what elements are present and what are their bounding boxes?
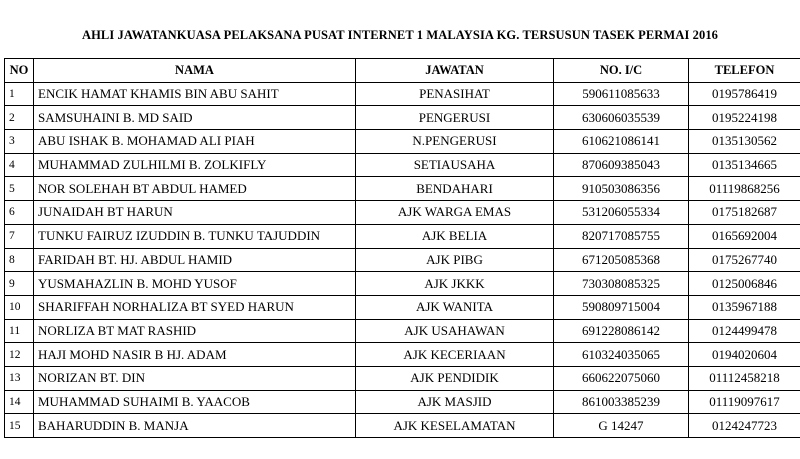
cell-telefon: 0124247723: [689, 414, 800, 438]
cell-nama: NOR SOLEHAH BT ABDUL HAMED: [34, 177, 356, 201]
table-row: [5, 201, 800, 225]
cell-ic: 691228086142: [554, 319, 689, 343]
table-header-row: [5, 59, 800, 83]
cell-nama: TUNKU FAIRUZ IZUDDIN B. TUNKU TAJUDDIN: [34, 224, 356, 248]
cell-no: 4: [5, 153, 34, 177]
cell-no: 6: [5, 201, 34, 225]
cell-no: 14: [5, 390, 34, 414]
cell-telefon: 0135130562: [689, 130, 800, 154]
cell-jawatan: AJK JKKK: [356, 272, 554, 296]
table-row: [5, 248, 800, 272]
cell-ic: 610324035065: [554, 343, 689, 367]
cell-no: 13: [5, 366, 34, 390]
cell-telefon: 0165692004: [689, 224, 800, 248]
cell-jawatan: AJK WANITA: [356, 295, 554, 319]
column-header-jawatan: JAWATAN: [356, 59, 554, 83]
cell-jawatan: PENASIHAT: [356, 82, 554, 106]
cell-ic: 590809715004: [554, 295, 689, 319]
cell-no: 7: [5, 224, 34, 248]
cell-telefon: 0195224198: [689, 106, 800, 130]
cell-no: 11: [5, 319, 34, 343]
cell-jawatan: SETIAUSAHA: [356, 153, 554, 177]
cell-jawatan: AJK MASJID: [356, 390, 554, 414]
table-row: [5, 177, 800, 201]
cell-nama: SAMSUHAINI B. MD SAID: [34, 106, 356, 130]
cell-telefon: 01119868256: [689, 177, 800, 201]
cell-ic: 910503086356: [554, 177, 689, 201]
cell-nama: MUHAMMAD SUHAIMI B. YAACOB: [34, 390, 356, 414]
cell-jawatan: AJK WARGA EMAS: [356, 201, 554, 225]
cell-jawatan: N.PENGERUSI: [356, 130, 554, 154]
column-header-no: NO: [5, 59, 34, 83]
cell-nama: ABU ISHAK B. MOHAMAD ALI PIAH: [34, 130, 356, 154]
cell-jawatan: AJK PIBG: [356, 248, 554, 272]
cell-telefon: 0135134665: [689, 153, 800, 177]
cell-no: 2: [5, 106, 34, 130]
cell-ic: 660622075060: [554, 366, 689, 390]
cell-nama: HAJI MOHD NASIR B HJ. ADAM: [34, 343, 356, 367]
cell-no: 8: [5, 248, 34, 272]
cell-ic: 630606035539: [554, 106, 689, 130]
cell-nama: NORLIZA BT MAT RASHID: [34, 319, 356, 343]
cell-no: 15: [5, 414, 34, 438]
cell-telefon: 0125006846: [689, 272, 800, 296]
cell-telefon: 0124499478: [689, 319, 800, 343]
cell-ic: 590611085633: [554, 82, 689, 106]
table-row: [5, 319, 800, 343]
table-body: [5, 82, 800, 437]
table-row: [5, 224, 800, 248]
document-title: AHLI JAWATANKUASA PELAKSANA PUSAT INTERNET 1 MALAYSIA KG. TERSUSUN TASEK PERMAI 2016: [81, 28, 719, 42]
cell-ic: G 14247: [554, 414, 689, 438]
cell-jawatan: PENGERUSI: [356, 106, 554, 130]
cell-nama: FARIDAH BT. HJ. ABDUL HAMID: [34, 248, 356, 272]
table-row: [5, 272, 800, 296]
cell-no: 3: [5, 130, 34, 154]
cell-no: 9: [5, 272, 34, 296]
cell-nama: YUSMAHAZLIN B. MOHD YUSOF: [34, 272, 356, 296]
table-row: [5, 414, 800, 438]
cell-ic: 671205085368: [554, 248, 689, 272]
cell-jawatan: AJK BELIA: [356, 224, 554, 248]
cell-telefon: 01112458218: [689, 366, 800, 390]
committee-table: [4, 58, 800, 438]
cell-ic: 820717085755: [554, 224, 689, 248]
cell-nama: ENCIK HAMAT KHAMIS BIN ABU SAHIT: [34, 82, 356, 106]
cell-ic: 531206055334: [554, 201, 689, 225]
cell-jawatan: AJK KECERIAAN: [356, 343, 554, 367]
table-row: [5, 343, 800, 367]
cell-no: 10: [5, 295, 34, 319]
table-row: [5, 106, 800, 130]
table-row: [5, 130, 800, 154]
cell-jawatan: AJK USAHAWAN: [356, 319, 554, 343]
cell-nama: BAHARUDDIN B. MANJA: [34, 414, 356, 438]
cell-no: 1: [5, 82, 34, 106]
cell-jawatan: BENDAHARI: [356, 177, 554, 201]
cell-telefon: 01119097617: [689, 390, 800, 414]
cell-ic: 610621086141: [554, 130, 689, 154]
cell-ic: 730308085325: [554, 272, 689, 296]
cell-telefon: 0175267740: [689, 248, 800, 272]
cell-telefon: 0194020604: [689, 343, 800, 367]
cell-ic: 870609385043: [554, 153, 689, 177]
cell-no: 12: [5, 343, 34, 367]
cell-nama: MUHAMMAD ZULHILMI B. ZOLKIFLY: [34, 153, 356, 177]
column-header-nama: NAMA: [34, 59, 356, 83]
table-row: [5, 390, 800, 414]
table-row: [5, 153, 800, 177]
cell-telefon: 0175182687: [689, 201, 800, 225]
cell-telefon: 0135967188: [689, 295, 800, 319]
table-row: [5, 82, 800, 106]
cell-telefon: 0195786419: [689, 82, 800, 106]
cell-jawatan: AJK PENDIDIK: [356, 366, 554, 390]
table-row: [5, 366, 800, 390]
cell-no: 5: [5, 177, 34, 201]
table-row: [5, 295, 800, 319]
column-header-telefon: TELEFON: [689, 59, 800, 83]
cell-jawatan: AJK KESELAMATAN: [356, 414, 554, 438]
cell-ic: 861003385239: [554, 390, 689, 414]
cell-nama: SHARIFFAH NORHALIZA BT SYED HARUN: [34, 295, 356, 319]
cell-nama: NORIZAN BT. DIN: [34, 366, 356, 390]
cell-nama: JUNAIDAH BT HARUN: [34, 201, 356, 225]
column-header-ic: NO. I/C: [554, 59, 689, 83]
